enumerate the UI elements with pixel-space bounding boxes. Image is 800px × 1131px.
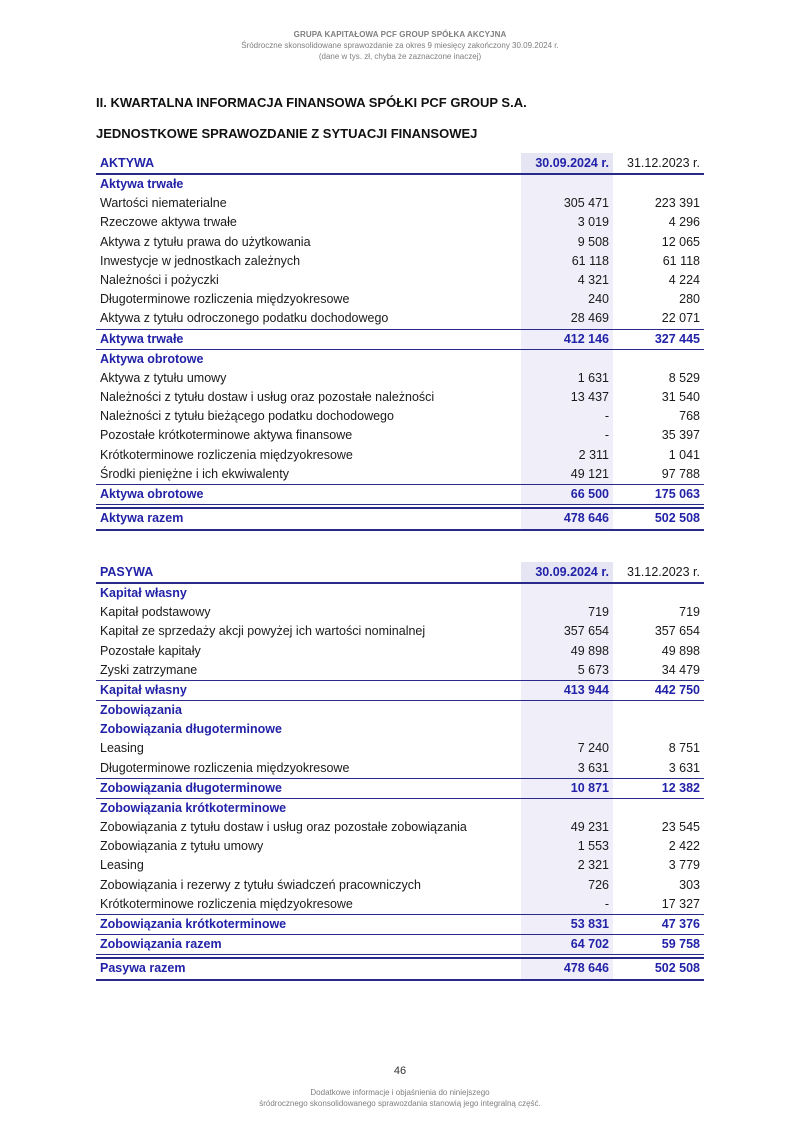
value-current: 3 019 <box>521 213 613 232</box>
value-current: 49 121 <box>521 465 613 485</box>
section-heading-row <box>96 349 704 369</box>
row-label: Aktywa z tytułu prawa do użytkowania <box>100 234 311 249</box>
header-units-note: (dane w tys. zł, chyba że zaznaczone inaczej) <box>318 52 482 61</box>
row-label: Pozostałe kapitały <box>100 643 201 658</box>
table-row <box>96 388 704 407</box>
row-label: Aktywa obrotowe <box>96 484 521 504</box>
row-label: Rzeczowe aktywa trwałe <box>100 215 237 230</box>
value-prior: 4 296 <box>668 215 700 230</box>
row-label: Aktywa obrotowe <box>100 351 204 366</box>
value-current: 28 469 <box>521 309 613 329</box>
table-row <box>96 642 704 661</box>
value-current <box>521 720 613 739</box>
value-current: 240 <box>521 290 613 309</box>
subtotal-row <box>96 914 704 934</box>
value-prior: 35 397 <box>661 428 700 443</box>
row-label: Aktywa razem <box>96 508 521 530</box>
page-number: 46 <box>393 1065 407 1077</box>
assets-header-col-prior: 31.12.2023 r. <box>613 153 704 174</box>
section-heading-row <box>96 583 704 603</box>
assets-header-col-current: 30.09.2024 r. <box>521 153 613 174</box>
row-label: Leasing <box>100 741 144 756</box>
value-prior: 1 041 <box>668 447 700 462</box>
row-label: Aktywa trwałe <box>100 177 184 192</box>
value-current: 7 240 <box>521 739 613 758</box>
table-row <box>96 233 704 252</box>
value-current: 413 944 <box>521 680 613 700</box>
table-row <box>96 837 704 856</box>
value-current: 412 146 <box>521 329 613 349</box>
liabilities-header-label: PASYWA <box>96 562 521 583</box>
value-prior: 49 898 <box>661 643 700 658</box>
subtotal-row <box>96 484 704 504</box>
value-current <box>521 349 613 369</box>
liabilities-header-col-prior: 31.12.2023 r. <box>613 562 704 583</box>
table-row <box>96 759 704 779</box>
table-row <box>96 661 704 681</box>
row-label: Zobowiązania razem <box>96 934 521 954</box>
value-current <box>521 700 613 720</box>
value-current: 49 231 <box>521 818 613 837</box>
value-prior: 327 445 <box>613 329 704 349</box>
value-prior: 357 654 <box>654 624 700 639</box>
value-prior: 12 065 <box>661 234 700 249</box>
value-prior <box>613 720 704 739</box>
value-prior: 3 631 <box>668 760 700 775</box>
value-current: 9 508 <box>521 233 613 252</box>
table-row <box>96 739 704 758</box>
value-current: 13 437 <box>521 388 613 407</box>
table-row <box>96 603 704 622</box>
table-row <box>96 194 704 213</box>
footer-line-2: śródrocznego skonsolidowanego sprawozdania stanowią jego integralną część. <box>259 1099 541 1108</box>
document-footer <box>0 1087 800 1109</box>
section-title: II. KWARTALNA INFORMACJA FINANSOWA SPÓŁKI PCF GROUP S.A. <box>96 95 527 110</box>
value-prior: 31 540 <box>661 389 700 404</box>
value-current: 10 871 <box>521 778 613 798</box>
value-prior: 22 071 <box>661 311 700 326</box>
subtotal-row <box>96 934 704 954</box>
liabilities-header-col-current: 30.09.2024 r. <box>521 562 613 583</box>
subsection-title: JEDNOSTKOWE SPRAWOZDANIE Z SYTUACJI FINANSOWEJ <box>96 126 478 141</box>
value-current: 49 898 <box>521 642 613 661</box>
value-prior: 12 382 <box>613 778 704 798</box>
row-label: Zobowiązania krótkoterminowe <box>100 800 287 815</box>
row-label: Zobowiązania i rezerwy z tytułu świadczeń pracowniczych <box>100 877 421 892</box>
value-prior: 719 <box>679 605 700 620</box>
row-label: Pozostałe krótkoterminowe aktywa finansowe <box>100 428 353 443</box>
row-label: Leasing <box>100 858 144 873</box>
value-prior: 47 376 <box>613 914 704 934</box>
liabilities-table-body <box>96 583 704 980</box>
row-label: Kapitał podstawowy <box>100 605 211 620</box>
row-label: Pasywa razem <box>96 958 521 980</box>
table-row <box>96 407 704 426</box>
row-label: Inwestycje w jednostkach zależnych <box>100 253 301 268</box>
row-label: Zobowiązania długoterminowe <box>100 722 282 737</box>
row-label: Długoterminowe rozliczenia międzyokresowe <box>100 292 350 307</box>
table-row <box>96 213 704 232</box>
value-current: 53 831 <box>521 914 613 934</box>
table-row <box>96 369 704 388</box>
subtotal-row <box>96 329 704 349</box>
value-current: 3 631 <box>521 759 613 779</box>
document-header <box>0 29 800 62</box>
table-row <box>96 445 704 464</box>
row-label: Aktywa z tytułu odroczonego podatku dochodowego <box>100 311 389 326</box>
row-label: Krótkoterminowe rozliczenia międzyokresowe <box>100 447 353 462</box>
table-row <box>96 622 704 641</box>
row-label: Krótkoterminowe rozliczenia międzyokresowe <box>100 896 353 911</box>
header-company-name: GRUPA KAPITAŁOWA PCF GROUP SPÓŁKA AKCYJNA <box>293 30 507 39</box>
liabilities-table <box>96 562 704 981</box>
assets-table-body <box>96 174 704 530</box>
section-heading-row <box>96 174 704 194</box>
value-prior: 4 224 <box>668 273 700 288</box>
value-current: 61 118 <box>521 252 613 271</box>
value-current: 478 646 <box>521 508 613 530</box>
assets-table <box>96 153 704 531</box>
section-heading-row <box>96 700 704 720</box>
value-prior: 59 758 <box>613 934 704 954</box>
value-current: 719 <box>521 603 613 622</box>
value-current: 2 321 <box>521 856 613 875</box>
row-label: Kapitał własny <box>100 586 187 601</box>
assets-header-label: AKTYWA <box>96 153 521 174</box>
value-prior: 502 508 <box>613 508 704 530</box>
row-label: Aktywa z tytułu umowy <box>100 370 227 385</box>
table-row <box>96 818 704 837</box>
value-current: 64 702 <box>521 934 613 954</box>
row-label: Zobowiązania długoterminowe <box>96 778 521 798</box>
value-current: - <box>521 895 613 915</box>
table-row <box>96 309 704 329</box>
table-row <box>96 875 704 894</box>
value-prior: 23 545 <box>661 819 700 834</box>
row-label: Kapitał ze sprzedaży akcji powyżej ich wartości nominalnej <box>100 624 426 639</box>
table-row <box>96 895 704 915</box>
row-label: Długoterminowe rozliczenia międzyokresowe <box>100 760 350 775</box>
table-row <box>96 252 704 271</box>
value-prior: 2 422 <box>668 839 700 854</box>
value-prior: 502 508 <box>613 958 704 980</box>
value-prior <box>613 349 704 369</box>
table-row <box>96 465 704 485</box>
assets-header-row <box>96 153 704 174</box>
subtotal-row <box>96 778 704 798</box>
subtotal-row <box>96 680 704 700</box>
header-report-name: Śródroczne skonsolidowane sprawozdanie za okres 9 miesięcy zakończony 30.09.2024 r. <box>241 41 559 50</box>
value-current: 5 673 <box>521 661 613 681</box>
value-prior: 3 779 <box>668 858 700 873</box>
footer-line-1: Dodatkowe informacje i objaśnienia do niniejszego <box>310 1088 490 1097</box>
grand-total-row <box>96 958 704 980</box>
row-label: Należności i pożyczki <box>100 273 219 288</box>
value-prior <box>613 583 704 603</box>
value-prior: 8 751 <box>668 741 700 756</box>
value-current: 66 500 <box>521 484 613 504</box>
section-heading-row <box>96 798 704 818</box>
row-label: Wartości niematerialne <box>100 196 227 211</box>
value-current: 2 311 <box>521 445 613 464</box>
row-label: Zobowiązania krótkoterminowe <box>96 914 521 934</box>
value-current <box>521 798 613 818</box>
value-current: 4 321 <box>521 271 613 290</box>
table-row <box>96 290 704 309</box>
value-prior <box>613 700 704 720</box>
value-current <box>521 174 613 194</box>
value-current <box>521 583 613 603</box>
value-prior: 61 118 <box>662 253 700 268</box>
value-prior: 97 788 <box>661 466 700 481</box>
value-prior: 8 529 <box>668 370 700 385</box>
value-current: - <box>521 407 613 426</box>
value-current: 726 <box>521 875 613 894</box>
value-prior: 768 <box>679 409 700 424</box>
value-prior: 280 <box>679 292 700 307</box>
row-label: Zyski zatrzymane <box>100 662 198 677</box>
section-heading-row <box>96 720 704 739</box>
value-current: - <box>521 426 613 445</box>
value-current: 305 471 <box>521 194 613 213</box>
value-prior: 17 327 <box>661 896 700 911</box>
value-current: 1 631 <box>521 369 613 388</box>
row-label: Należności z tytułu dostaw i usług oraz pozostałe należności <box>100 389 435 404</box>
value-prior <box>613 798 704 818</box>
value-prior: 303 <box>679 877 700 892</box>
table-row <box>96 426 704 445</box>
value-prior: 442 750 <box>613 680 704 700</box>
liabilities-header-row <box>96 562 704 583</box>
value-prior: 34 479 <box>661 662 700 677</box>
value-prior: 175 063 <box>613 484 704 504</box>
grand-total-row <box>96 508 704 530</box>
value-prior <box>613 174 704 194</box>
row-label: Zobowiązania z tytułu umowy <box>100 839 264 854</box>
value-current: 1 553 <box>521 837 613 856</box>
value-current: 478 646 <box>521 958 613 980</box>
value-current: 357 654 <box>521 622 613 641</box>
row-label: Środki pieniężne i ich ekwiwalenty <box>100 466 289 481</box>
row-label: Aktywa trwałe <box>96 329 521 349</box>
row-label: Należności z tytułu bieżącego podatku dochodowego <box>100 409 394 424</box>
row-label: Zobowiązania z tytułu dostaw i usług oraz pozostałe zobowiązania <box>100 819 467 834</box>
table-row <box>96 856 704 875</box>
value-prior: 223 391 <box>654 196 700 211</box>
row-label: Kapitał własny <box>96 680 521 700</box>
table-row <box>96 271 704 290</box>
row-label: Zobowiązania <box>100 703 182 718</box>
